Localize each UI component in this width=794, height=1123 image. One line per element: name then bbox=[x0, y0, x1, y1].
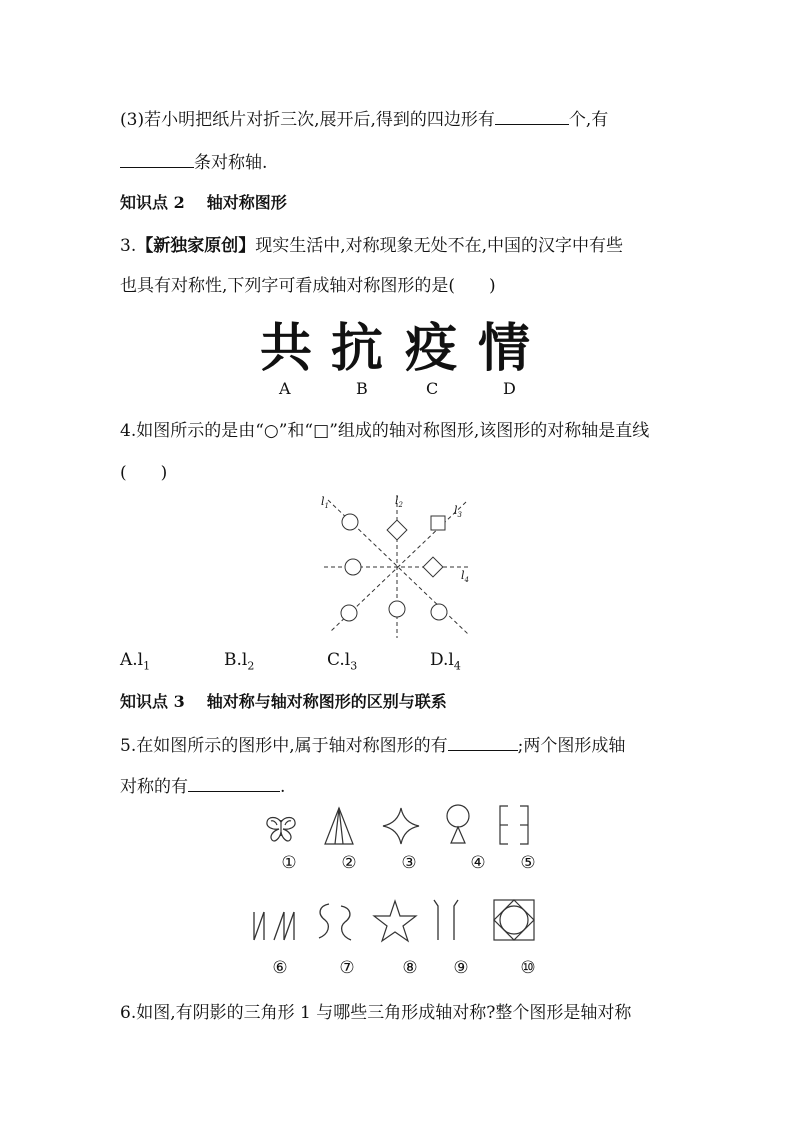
q4-option-a[interactable]: $A.l_1$ bbox=[120, 650, 151, 673]
label-2: ② bbox=[341, 853, 357, 873]
symmetry-figure bbox=[318, 492, 478, 642]
figure-butterfly bbox=[264, 814, 298, 844]
q4-option-d[interactable]: $D.l_4$ bbox=[430, 650, 461, 673]
letter-c: C bbox=[426, 379, 439, 398]
figure-brackets bbox=[496, 804, 532, 846]
letter-b: B bbox=[356, 379, 368, 398]
label-7: ⑦ bbox=[339, 958, 355, 978]
circle-bottom bbox=[389, 601, 405, 617]
label-9: ⑨ bbox=[453, 958, 469, 978]
figure-four-point-star bbox=[381, 806, 421, 846]
q3-text: 现实生活中,对称现象无处不在,中国的汉字中有些 bbox=[255, 236, 624, 256]
answer-blank[interactable] bbox=[448, 732, 518, 751]
figure-five-point-star bbox=[372, 899, 418, 943]
section-title: 轴对称与轴对称图形的区别与联系 bbox=[206, 692, 447, 711]
axis-label-l1: $l_1$ bbox=[321, 495, 329, 510]
q3-line2: 也具有对称性,下列字可看成轴对称图形的是( ) bbox=[120, 276, 496, 296]
axis-label-l4: $l_4$ bbox=[461, 569, 469, 584]
answer-blank[interactable] bbox=[495, 106, 569, 125]
section-label: 知识点 3 bbox=[120, 692, 185, 711]
q3-part3-text-a: (3)若小明把纸片对折三次,展开后,得到的四边形有 bbox=[120, 110, 495, 130]
axis-label-l2: $l_2$ bbox=[395, 494, 403, 509]
char-option-c: 疫 bbox=[405, 319, 458, 379]
circle-left bbox=[345, 559, 361, 575]
axis-label-l3: $l_3$ bbox=[454, 504, 462, 519]
letter-a: A bbox=[279, 379, 291, 398]
q5-line1: 5.在如图所示的图形中,属于轴对称图形的有 ;两个图形成轴 bbox=[120, 732, 625, 758]
answer-blank[interactable] bbox=[188, 773, 280, 792]
q4-option-b[interactable]: $B.l_2$ bbox=[224, 650, 255, 673]
char-option-a: 共 bbox=[260, 319, 313, 379]
char-option-d: 情 bbox=[478, 319, 531, 379]
diamond-right bbox=[423, 557, 443, 577]
label-8: ⑧ bbox=[402, 958, 418, 978]
figure-bent-lines bbox=[428, 896, 464, 944]
q3-part3-line2 bbox=[120, 149, 267, 175]
section-title: 轴对称图形 bbox=[206, 193, 287, 212]
letter-d: D bbox=[503, 379, 516, 398]
figure-triangles bbox=[322, 806, 356, 846]
figure-curves bbox=[313, 900, 357, 944]
q5-line2: 对称的有 . bbox=[120, 773, 285, 799]
q4-line1: 4.如图所示的是由“○”和“□”组成的轴对称图形,该图形的对称轴是直线 bbox=[120, 421, 650, 441]
q3-part3-text-b: 个,有 bbox=[568, 110, 609, 130]
label-3: ③ bbox=[401, 853, 417, 873]
square-top-right bbox=[431, 516, 445, 530]
q3-part3-line1 bbox=[120, 106, 608, 132]
figure-circle-triangle bbox=[441, 802, 475, 846]
q4-line2: ( ) bbox=[120, 463, 168, 483]
diamond-top bbox=[387, 520, 407, 540]
label-6: ⑥ bbox=[272, 958, 288, 978]
circle-top-left bbox=[342, 514, 358, 530]
q3-number: 3. bbox=[120, 236, 137, 256]
section-heading-3 bbox=[120, 689, 447, 712]
q6-line1: 6.如图,有阴影的三角形 1 与哪些三角形成轴对称?整个图形是轴对称 bbox=[120, 1003, 632, 1023]
figure-zigzag bbox=[250, 902, 300, 942]
q3-part3-text-c: 条对称轴. bbox=[194, 153, 268, 173]
figure-square-circle bbox=[491, 897, 537, 943]
label-4: ④ bbox=[470, 853, 486, 873]
q3-tag: 【新独家原创】 bbox=[136, 236, 256, 256]
circle-bottom-right bbox=[431, 604, 447, 620]
label-10: ⑩ bbox=[520, 958, 536, 978]
label-1: ① bbox=[281, 853, 297, 873]
q3-line1 bbox=[120, 234, 623, 258]
answer-blank[interactable] bbox=[120, 149, 194, 168]
circle-bottom-left bbox=[341, 605, 357, 621]
section-heading-2 bbox=[120, 190, 287, 213]
section-label: 知识点 2 bbox=[120, 193, 185, 212]
q4-option-c[interactable]: $C.l_3$ bbox=[327, 650, 358, 673]
label-5: ⑤ bbox=[520, 853, 536, 873]
char-option-b: 抗 bbox=[331, 319, 384, 379]
